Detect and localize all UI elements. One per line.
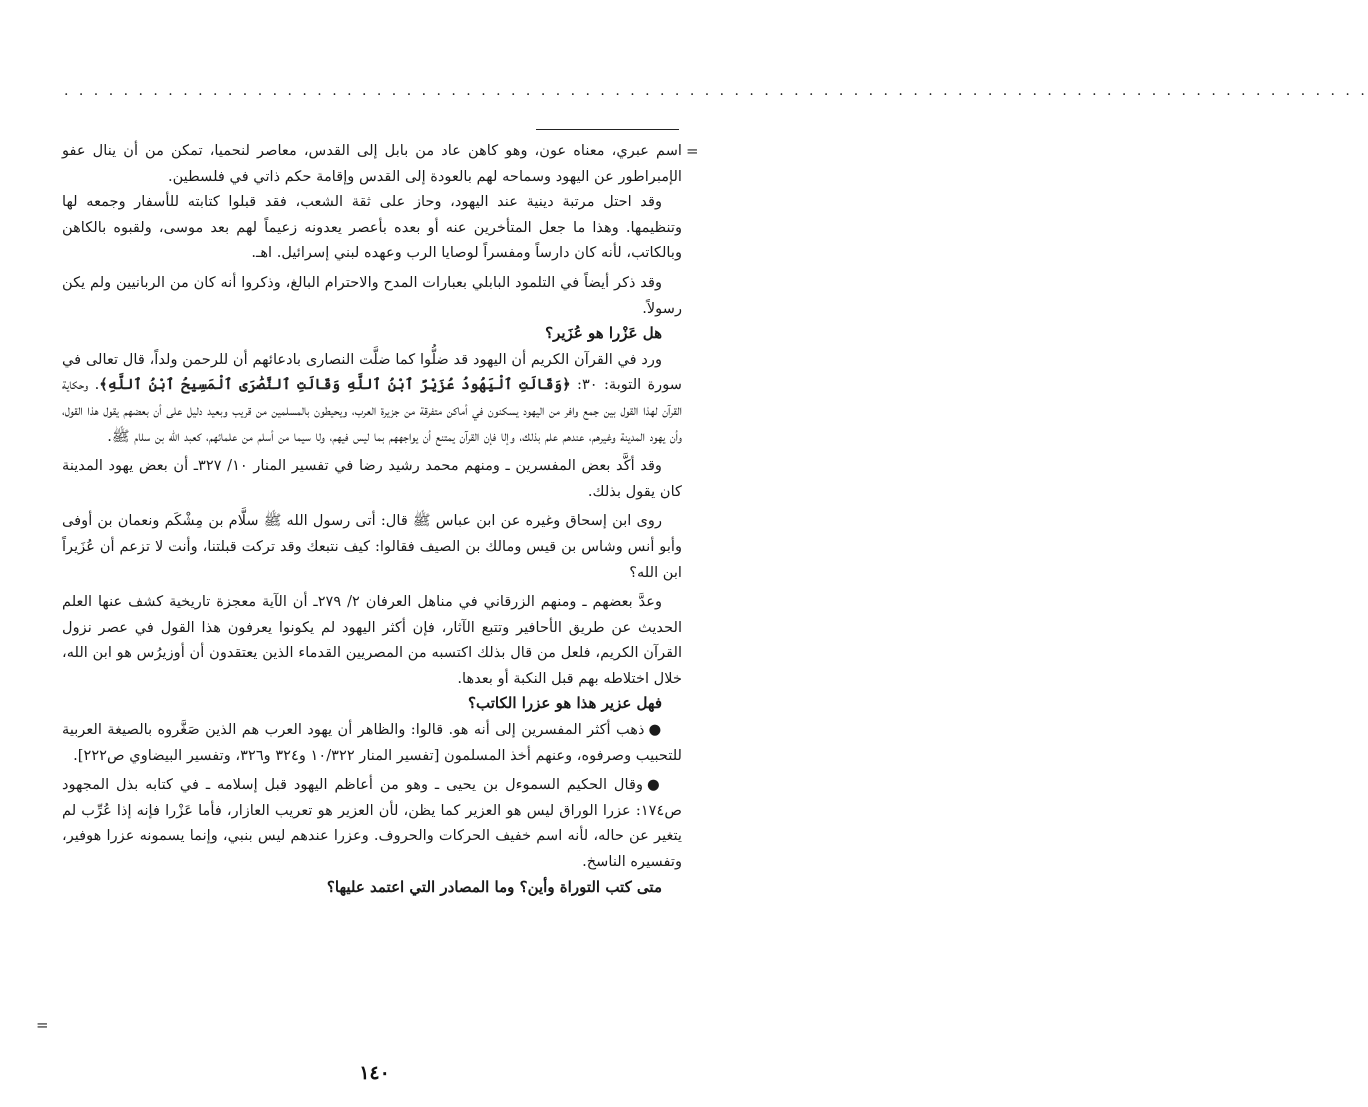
footnote-paragraph-9 — [62, 772, 682, 874]
footnote-paragraph-3: وقد ذكر أيضاً في التلمود البابلي بعبارات المدح والاحترام البالغ، وذكروا أنه كان من الربانيين ولم يكن رسولاً. — [62, 273, 682, 317]
heading-uzayr-scribe: فهل عزير هذا هو عزرا الكاتب؟ — [468, 694, 662, 713]
paragraph-4-rest: . وحكاية القرآن لهذا القول بين جمع وافر من اليهود يسكنون في أماكن متفرقة من جزيرة العرب، ويحيطون بالمسلمين من قريب وبعيد دليل على أن بعضهم يقول هذا القول، وأن يهود المدينة وغيرهم، عندهم علم بذلك، وإلا فإن القرآن يمتنع أن يواجههم بما ليس فيهم، ولا سيما من أسلم من علمائهم، كعبد الله بن سلام ﷺ. — [62, 376, 682, 445]
quran-verse: ﴿وَقَالَتِ ٱلْيَهُودُ عُزَيْرٌ ٱبْنُ ٱللَّهِ وَقَالَتِ ٱلنَّصَٰرَى ٱلْمَسِيحُ ٱبْنُ ٱللَّهِ﴾ — [99, 376, 571, 394]
heading-ezra-uzayr: هل عَزْرا هو عُزَير؟ — [545, 324, 662, 343]
bullet-icon: ● — [647, 776, 662, 794]
continuation-mark-top: = — [686, 142, 699, 160]
page-number: ١٤٠ — [359, 1062, 390, 1084]
footnote-paragraph-8 — [62, 717, 682, 768]
footnote-paragraph-7: وعدَّ بعضهم ـ ومنهم الزرقاني في مناهل العرفان ٢/ ٢٧٩ـ أن الآية معجزة تاريخية كشف عنها العلم الحديث عن طريق الأحافير وتتبع الآثار، فإن أكثر اليهود لم يكونوا يعرفون هذا القول في عصر نزول القرآن الكريم، فلعل من قال بذلك اكتسبه من المصريين القدماء الذين يعتقدون أن أوزيرُس هو ابن الله، خلال اختلاطه بهم قبل النكبة أو بعدها. — [62, 593, 682, 687]
footnote-paragraph-2: وقد احتل مرتبة دينية عند اليهود، وحاز على ثقة الشعب، فقد قبلوا كتابته للأسفار وجمعه لها وتنظيمها. وهذا ما جعل المتأخرين عنه أو بعده بأعصر يعدونه زعيماً لهم بعد موسى، ولقبوه بالكاهن وبالكاتب، لأنه كان دارساً ومفسراً لوصايا الرب وعهده لبني إسرائيل. اهـ. — [62, 193, 682, 262]
paragraph-8-text: ذهب أكثر المفسرين إلى أنه هو. قالوا: والظاهر أن يهود العرب هم الذين صَغَّروه بالصيغة العربية للتحبيب وصرفوه، وعنهم أخذ المسلمون [تفسير المنار ١٠/٣٢٢ و٣٢٤ و٣٢٦، وتفسير البيضاوي ص٢٢٢]. — [62, 721, 682, 764]
footnote-paragraph-4 — [62, 347, 682, 449]
separator-dots: . . . . . . . . . . . . . . . . . . . . . . . . . . . . . . . . . . . . . . . . . . . . . . . . . . . . . . . . . . . . . . . . . . . . . . . . . . . . . . . . . . . . . . . . — [64, 83, 1368, 99]
paragraph-9-text: وقال الحكيم السموءل بن يحيى ـ وهو من أعاظم اليهود قبل إسلامه ـ في كتابه بذل المجهود ص١٧٤: عزرا الوراق ليس هو العزير كما يظن، لأن العزير هو تعريب العازار، فأما عَزْرا فإنه إذا عُرِّب لم يتغير عن حاله، لأنه اسم خفيف الحركات والحروف. وعزرا عندهم ليس بنبي، وإنما يسمونه عزرا هوفير، وتفسيره الناسخ. — [62, 776, 682, 871]
bullet-icon: ● — [648, 721, 662, 739]
footnote-paragraph-1: اسم عبري، معناه عون، وهو كاهن عاد من بابل إلى القدس، معاصر لنحميا، تمكن من أن ينال عفو الإمبراطور عن اليهود وسماحه لهم بالعودة إلى القدس وإقامة حكم ذاتي في فلسطين. — [62, 142, 682, 185]
footnote-rule — [536, 129, 679, 130]
continuation-mark-bottom: = — [36, 1016, 49, 1034]
heading-torah-writing: متى كتب التوراة وأين؟ وما المصادر التي اعتمد عليها؟ — [326, 877, 662, 896]
footnote-paragraph-5: وقد أكَّد بعض المفسرين ـ ومنهم محمد رشيد رضا في تفسير المنار ١٠/ ٣٢٧ـ أن بعض يهود المدينة كان يقول بذلك. — [62, 457, 682, 500]
footnote-paragraph-6: روى ابن إسحاق وغيره عن ابن عباس ﷺ قال: أتى رسول الله ﷺ سلَّام بن مِشْكَم ونعمان بن أوفى وأبو أنس وشاس بن قيس ومالك بن الصيف فقالوا: كيف نتبعك وقد تركت قبلتنا، وأنت لا تزعم أن عُزَيراً ابن الله؟ — [62, 512, 682, 581]
footnote-body — [62, 138, 682, 900]
paragraph-4-intro: ورد في القرآن الكريم أن اليهود قد ضلُّوا كما ضلَّت النصارى بادعائهم أن للرحمن ولداً، قال تعالى في سورة التوبة: ٣٠: — [62, 350, 682, 394]
